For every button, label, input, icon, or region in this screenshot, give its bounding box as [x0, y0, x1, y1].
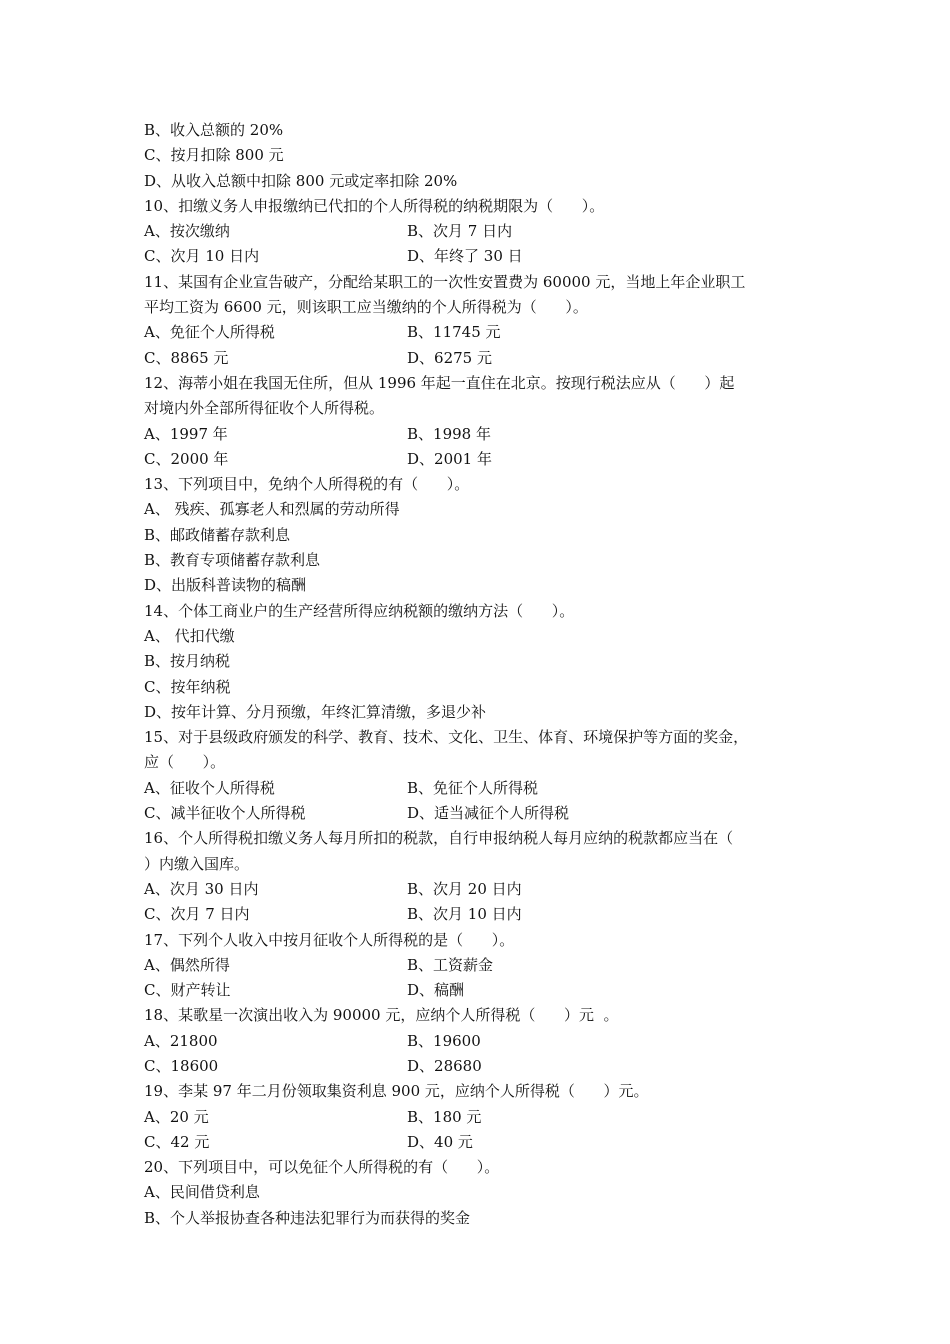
text-line: B、邮政储蓄存款利息: [144, 525, 291, 544]
option-left: C、财产转让: [144, 981, 231, 1000]
question-text: 17、下列个人收入中按月征收个人所得税的是（ ）。: [144, 930, 515, 949]
option-left: A、次月 30 日内: [144, 879, 259, 898]
text-line: C、按年纳税: [144, 677, 231, 696]
text-line: B、教育专项储蓄存款利息: [144, 551, 321, 570]
option-right: B、次月 10 日内: [407, 905, 522, 924]
option-right: D、适当减征个人所得税: [407, 804, 570, 823]
text-line: 对境内外全部所得征收个人所得税。: [144, 399, 385, 418]
option-right: D、6275 元: [407, 348, 492, 367]
option-row: [144, 953, 814, 978]
text-line: A、 残疾、孤寡老人和烈属的劳动所得: [144, 500, 400, 519]
option-right: D、28680: [407, 1056, 482, 1075]
option-left: C、次月 7 日内: [144, 905, 250, 924]
option-right: B、1998 年: [407, 424, 491, 443]
option-right: D、40 元: [407, 1132, 473, 1151]
option-right: D、2001 年: [407, 449, 492, 468]
question-text: 20、下列项目中，可以免征个人所得税的有（ ）。: [144, 1158, 500, 1177]
document-body: [144, 118, 814, 1231]
option-row: [144, 1054, 814, 1079]
text-line: D、按年计算、分月预缴，年终汇算清缴，多退少补: [144, 702, 487, 721]
option-row: [144, 902, 814, 927]
text-line: B、收入总额的 20%: [144, 121, 284, 139]
text-line: A、民间借贷利息: [144, 1183, 260, 1202]
option-row: [144, 244, 814, 269]
option-left: A、免征个人所得税: [144, 323, 275, 342]
text-line: D、出版科普读物的稿酬: [144, 576, 307, 595]
option-left: A、偶然所得: [144, 955, 230, 974]
option-row: [144, 801, 814, 826]
option-left: C、减半征收个人所得税: [144, 804, 306, 823]
question-text: 10、扣缴义务人申报缴纳已代扣的个人所得税的纳税期限为（ ）。: [144, 196, 605, 215]
option-right: B、19600: [407, 1031, 481, 1050]
option-row: [144, 1029, 814, 1054]
question-text: 12、海蒂小姐在我国无住所，但从 1996 年起一直住在北京。按现行税法应从（ ）起: [144, 373, 735, 392]
text-line: 应（ ）。: [144, 753, 226, 772]
text-line: ）内缴入国库。: [144, 854, 250, 873]
option-left: C、18600: [144, 1056, 219, 1075]
question-text: 18、某歌星一次演出收入为 90000 元，应纳个人所得税（ ）元 。: [144, 1006, 619, 1025]
text-line: B、个人举报协查各种违法犯罪行为而获得的奖金: [144, 1208, 471, 1227]
option-right: B、11745 元: [407, 323, 501, 342]
option-right: B、工资薪金: [407, 955, 494, 974]
option-left: A、按次缴纳: [144, 222, 230, 241]
text-line: C、按月扣除 800 元: [144, 146, 284, 165]
option-left: A、21800: [144, 1031, 218, 1050]
question-text: 19、李某 97 年二月份领取集资利息 900 元，应纳个人所得税（ ）元。: [144, 1082, 649, 1101]
option-left: C、42 元: [144, 1132, 210, 1151]
option-left: A、20 元: [144, 1107, 209, 1126]
option-left: A、1997 年: [144, 424, 228, 443]
option-row: [144, 320, 814, 345]
option-right: B、次月 20 日内: [407, 879, 522, 898]
option-row: [144, 978, 814, 1003]
option-right: B、免征个人所得税: [407, 778, 539, 797]
option-row: [144, 219, 814, 244]
option-row: [144, 877, 814, 902]
option-row: [144, 422, 814, 447]
option-row: [144, 1130, 814, 1155]
question-text: 16、个人所得税扣缴义务人每月所扣的税款，自行申报纳税人每月应纳的税款都应当在（: [144, 829, 734, 848]
question-text: 11、某国有企业宣告破产，分配给某职工的一次性安置费为 60000 元，当地上年企业职工: [144, 272, 746, 291]
question-text: 14、个体工商业户的生产经营所得应纳税额的缴纳方法（ ）。: [144, 601, 575, 620]
text-line: B、按月纳税: [144, 652, 231, 671]
text-line: 平均工资为 6600 元，则该职工应当缴纳的个人所得税为（ ）。: [144, 298, 588, 317]
option-left: C、2000 年: [144, 449, 229, 468]
option-left: A、征收个人所得税: [144, 778, 275, 797]
option-row: [144, 1105, 814, 1130]
option-row: [144, 447, 814, 472]
option-row: [144, 346, 814, 371]
question-text: 13、下列项目中，免纳个人所得税的有（ ）。: [144, 475, 470, 494]
option-right: B、180 元: [407, 1107, 482, 1126]
question-text: 15、对于县级政府颁发的科学、教育、技术、文化、卫生、体育、环境保护等方面的奖金，: [144, 728, 749, 747]
option-right: B、次月 7 日内: [407, 222, 513, 241]
option-row: [144, 776, 814, 801]
text-line: D、从收入总额中扣除 800 元或定率扣除 20%: [144, 171, 458, 190]
text-line: A、 代扣代缴: [144, 626, 235, 645]
option-right: D、年终了 30 日: [407, 247, 523, 266]
option-left: C、次月 10 日内: [144, 247, 260, 266]
option-left: C、8865 元: [144, 348, 229, 367]
option-right: D、稿酬: [407, 981, 465, 1000]
